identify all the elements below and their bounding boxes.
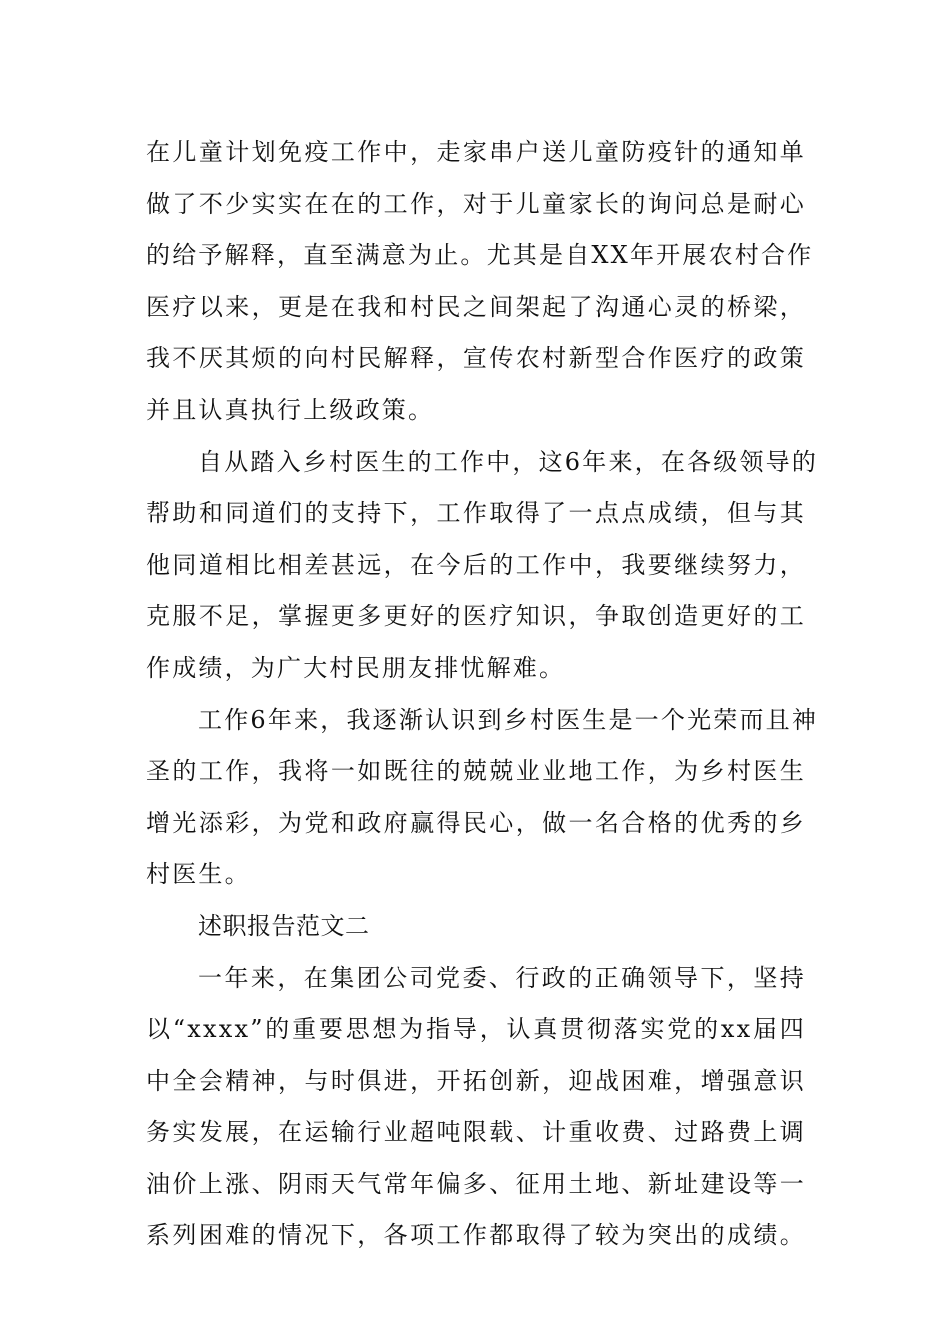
section-heading: 述职报告范文二 — [198, 911, 370, 940]
paragraph-six-years — [146, 437, 819, 695]
text-line: 增光添彩，为党和政府赢得民心，做一名合格的优秀的乡 — [146, 808, 806, 837]
document-page — [146, 127, 819, 1262]
text-line: 在儿童计划免疫工作中，走家串户送儿童防疫针的通知单 — [146, 138, 806, 166]
text-line: 我不厌其烦的向村民解释，宣传农村新型合作医疗的政策 — [146, 344, 806, 373]
text-line: 医疗以来，更是在我和村民之间架起了沟通心灵的桥梁， — [146, 292, 806, 321]
text-line: 他同道相比相差甚远，在今后的工作中，我要继续努力， — [146, 550, 806, 579]
text-line: 克服不足，掌握更多更好的医疗知识，争取创造更好的工 — [146, 602, 806, 631]
text-line: 并且认真执行上级政策。 — [146, 395, 435, 424]
text-line: 以“xxxx”的重要思想为指导，认真贯彻落实党的xx届四 — [146, 1015, 806, 1044]
text-line: 帮助和同道们的支持下，工作取得了一点点成绩，但与其 — [146, 499, 806, 528]
text-line: 做了不少实实在在的工作，对于儿童家长的询问总是耐心 — [146, 189, 806, 218]
text-line: 中全会精神，与时俱进，开拓创新，迎战困难，增强意识 — [146, 1066, 806, 1095]
paragraph-annual-report — [146, 953, 806, 1263]
text-line: 圣的工作，我将一如既往的兢兢业业地工作，为乡村医生 — [146, 757, 806, 786]
paragraph-commitment — [146, 695, 819, 901]
text-line: 的给予解释，直至满意为止。尤其是自XX年开展农村合作 — [146, 241, 814, 270]
text-line: 系列困难的情况下，各项工作都取得了较为突出的成绩。 — [146, 1221, 806, 1250]
text-line: 村医生。 — [146, 860, 251, 889]
text-line: 油价上涨、阴雨天气常年偏多、征用土地、新址建设等一 — [146, 1169, 806, 1198]
text-line: 一年来，在集团公司党委、行政的正确领导下，坚持 — [198, 963, 806, 992]
text-line: 务实发展，在运输行业超吨限载、计重收费、过路费上调 — [146, 1118, 806, 1147]
text-line: 工作6年来，我逐渐认识到乡村医生是一个光荣而且神 — [198, 705, 819, 734]
paragraph-immunization — [146, 127, 814, 437]
text-line: 自从踏入乡村医生的工作中，这6年来，在各级领导的 — [198, 447, 819, 476]
text-line: 作成绩，为广大村民朋友排忧解难。 — [146, 653, 566, 682]
